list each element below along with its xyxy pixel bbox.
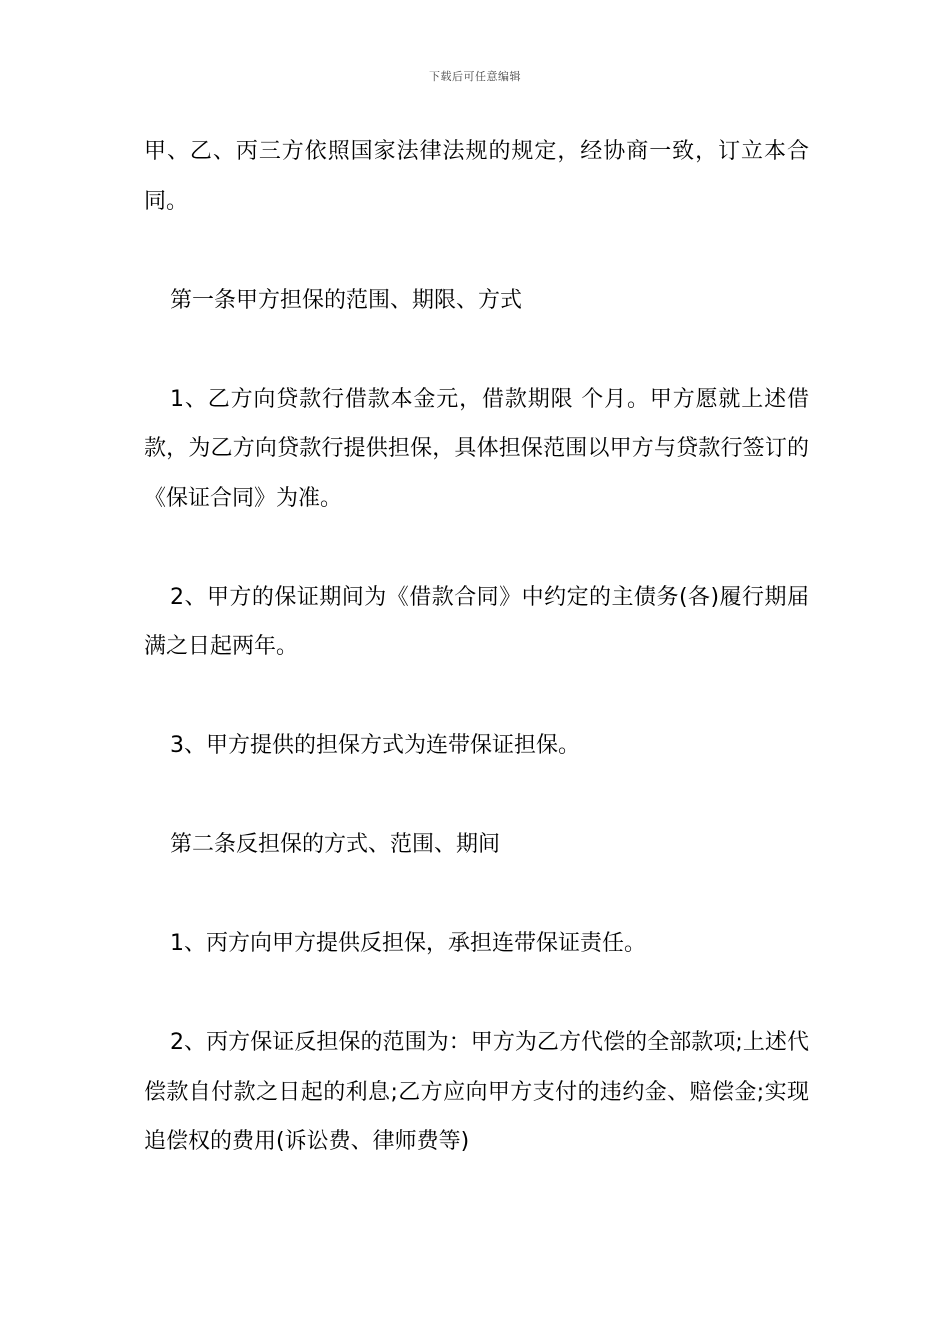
page-header-note: 下载后可任意编辑 [429,70,521,83]
article-2-clause-1: 1、丙方向甲方提供反担保，承担连带保证责任。 [170,931,646,956]
article-1-clause-3: 3、甲方提供的担保方式为连带保证担保。 [170,733,580,758]
article-1-clause-1: 1、乙方向贷款行借款本金元，借款期限 个月。甲方愿就上述借款，为乙方向贷款行提供担保，具体担保范围以甲方与贷款行签订的《保证合同》为准。 [144,386,809,511]
article-2-clause-2: 2、丙方保证反担保的范围为：甲方为乙方代偿的全部款项;上述代偿款自付款之日起的利息;乙方应向甲方支付的违约金、赔偿金;实现追偿权的费用(诉讼费、律师费等) [144,1030,809,1154]
article-1-heading: 第一条甲方担保的范围、期限、方式 [170,287,523,313]
document-body [144,127,809,1167]
preamble-paragraph: 甲、乙、丙三方依照国家法律法规的规定，经协商一致，订立本合同。 [144,139,809,214]
article-2-heading: 第二条反担保的方式、范围、期间 [170,832,501,857]
article-1-clause-2: 2、甲方的保证期间为《借款合同》中约定的主债务(各)履行期届满之日起两年。 [144,584,809,659]
